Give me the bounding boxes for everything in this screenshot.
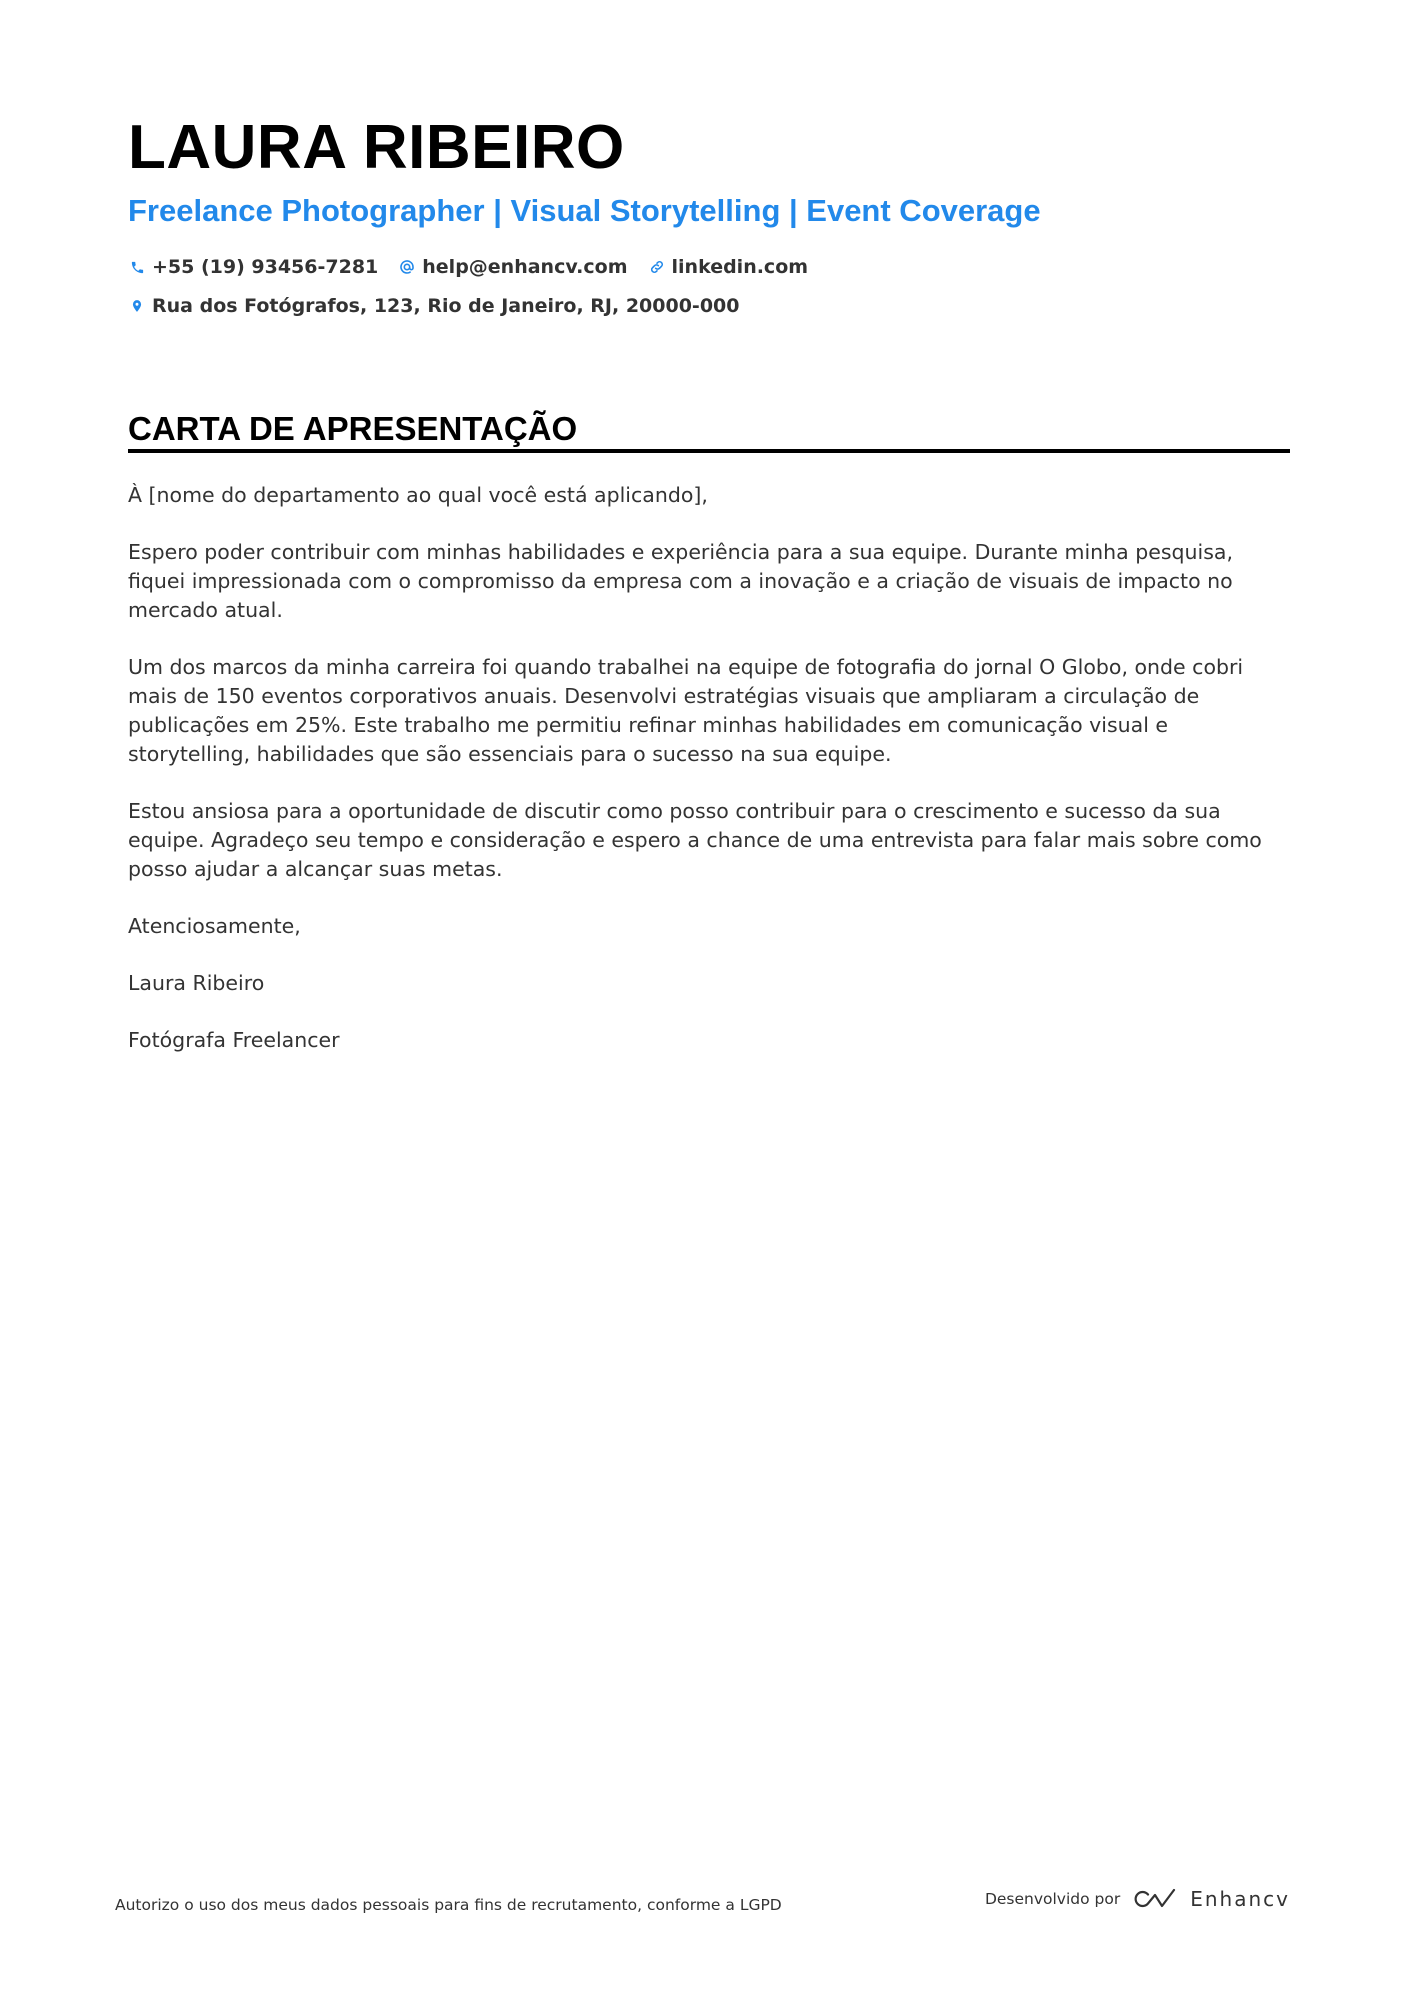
contact-address-text: Rua dos Fotógrafos, 123, Rio de Janeiro, RJ, 20000-000 [152, 295, 740, 317]
enhancv-logo-icon [1132, 1886, 1178, 1912]
contact-email-link[interactable]: help@enhancv.com [422, 256, 628, 278]
at-icon [398, 258, 416, 276]
signature-title: Fotógrafa Freelancer [128, 1028, 340, 1052]
section-title: CARTA DE APRESENTAÇÃO [128, 410, 578, 447]
footer-branding[interactable] [985, 1886, 1290, 1912]
powered-by-label: Desenvolvido por [984, 1890, 1121, 1908]
letter-body [128, 481, 1290, 1083]
candidate-name: LAURA RIBEIRO [128, 113, 625, 182]
letter-paragraph: Espero poder contribuir com minhas habilidades e experiência para a sua equipe. Durante minha pesquisa, fiquei impressionada com o compromisso da empresa com a inovação e a criação de visuais de impacto no mercado atual. [128, 540, 1234, 622]
contact-linkedin-link[interactable]: linkedin.com [671, 256, 809, 278]
footer-consent: Autorizo o uso dos meus dados pessoais para fins de recrutamento, conforme a LGPD [115, 1896, 782, 1914]
contact-link[interactable] [648, 253, 809, 281]
location-pin-icon [128, 297, 146, 315]
contact-row-address [128, 292, 759, 320]
letter-closing: Atenciosamente, [128, 914, 301, 938]
link-icon [648, 258, 666, 276]
contact-address [128, 292, 739, 320]
letter-salutation: À [nome do departamento ao qual você está aplicando], [128, 483, 708, 507]
contact-row-primary [128, 253, 828, 281]
phone-icon [128, 258, 146, 276]
letter-paragraph: Um dos marcos da minha carreira foi quando trabalhei na equipe de fotografia do jornal O Globo, onde cobri mais de 150 eventos corporativos anuais. Desenvolvi estratégias visuais que ampliaram a circulação de publicações em 25%. Este trabalho me permitiu refinar minhas habilidades em comunicação visual e storytelling, habilidades que são essenciais para o sucesso na sua equipe. [128, 655, 1244, 766]
contact-phone [128, 253, 378, 281]
section-divider [128, 449, 1290, 453]
letter-paragraph: Estou ansiosa para a oportunidade de discutir como posso contribuir para o crescimento e sucesso da sua equipe. Agradeço seu tempo e consideração e espero a chance de uma entrevista para falar mais sobre como posso ajudar a alcançar suas metas. [128, 799, 1262, 881]
contact-phone-text: +55 (19) 93456-7281 [152, 256, 379, 278]
brand-name: Enhancv [1190, 1887, 1290, 1911]
signature-name: Laura Ribeiro [128, 971, 265, 995]
contact-email[interactable] [398, 253, 627, 281]
candidate-headline: Freelance Photographer | Visual Storytelling | Event Coverage [128, 193, 1041, 228]
